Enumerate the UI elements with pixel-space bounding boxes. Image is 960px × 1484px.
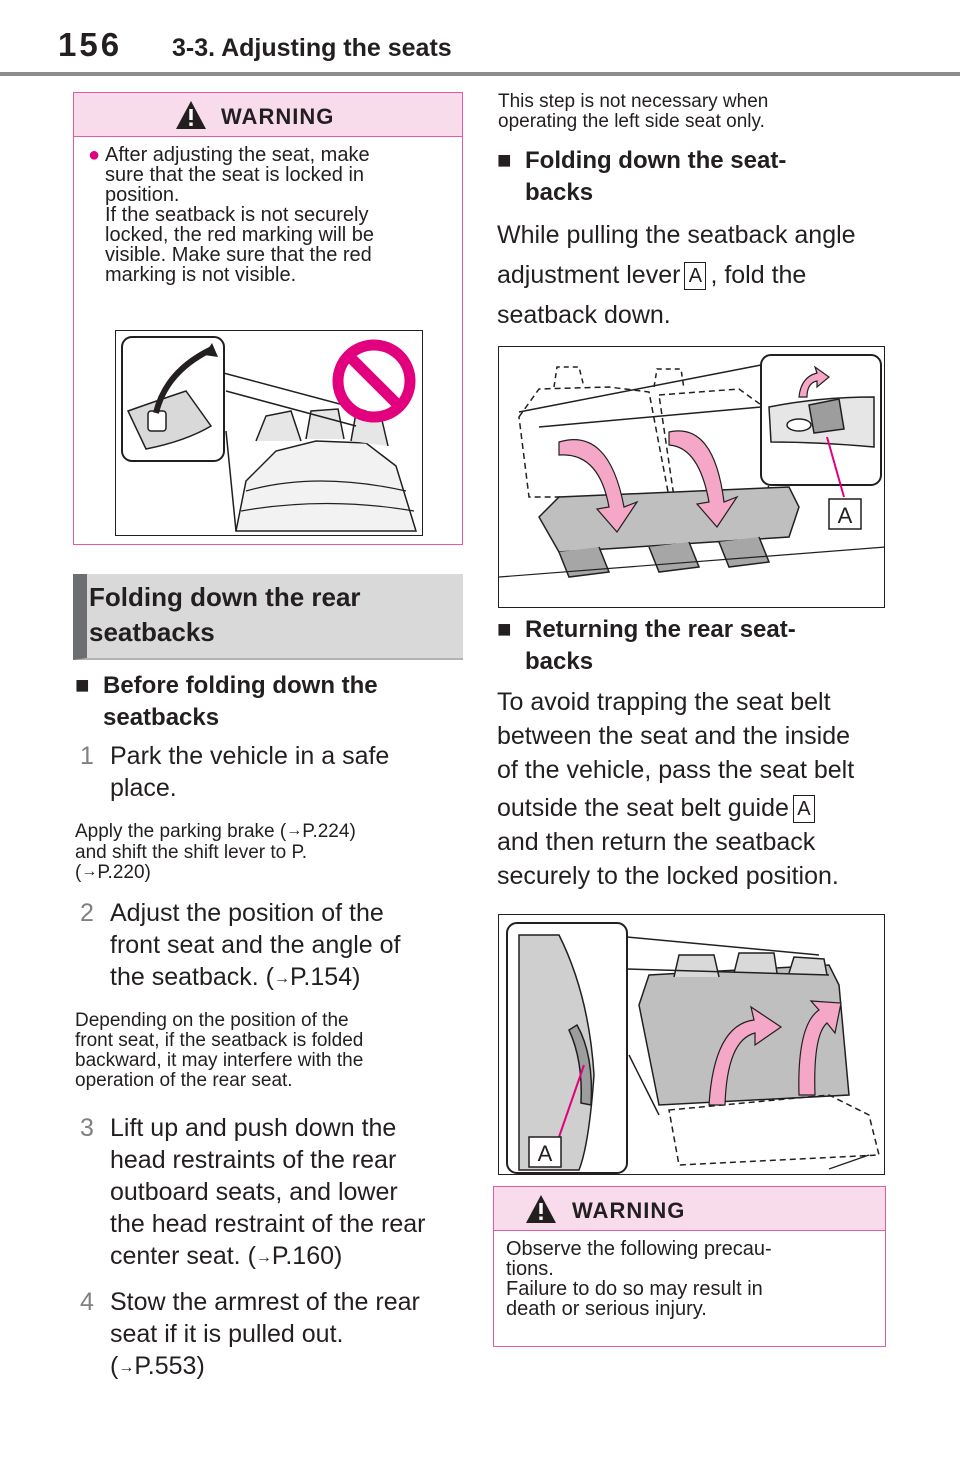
bullet-icon: ● (88, 144, 101, 166)
returning-seatback-drawing (499, 915, 885, 1175)
warning-body: ● After adjusting the seat, make sure that the seat is locked in position. If the seatback is not securely locked, the red marking will be visible. Make sure that the red marking is not visible. (88, 144, 375, 286)
warning-label: WARNING (572, 1198, 686, 1223)
note-left-seat: This step is not necessary when operating the left side seat only. (498, 91, 769, 132)
square-bullet-icon: ■ (75, 672, 90, 699)
note-front-seat: Depending on the position of the front seat, if the seatback is folded backward, it may interfere with the operation of the rear seat. (75, 1010, 364, 1091)
square-bullet-icon: ■ (497, 147, 512, 174)
header-rule (0, 72, 960, 76)
step-1: 1 Park the vehicle in a safe place. (80, 742, 390, 802)
warning-triangle-icon (174, 99, 208, 131)
callout-a-label: A (837, 503, 853, 528)
warning-body: Observe the following precau- tions. Failure to do so may result in death or serious injury. (506, 1238, 772, 1320)
step-2: 2 Adjust the position of the front seat and the angle of the seatback. (→P.154) (80, 899, 401, 991)
callout-a-label: A (793, 795, 815, 823)
warning-triangle-icon (524, 1193, 558, 1225)
page-reference-link[interactable]: P.553) (134, 1352, 205, 1380)
page-reference-link[interactable]: P.154) (289, 963, 361, 991)
reference-arrow-icon: → (255, 1249, 272, 1266)
warning-box-precautions (493, 1186, 886, 1347)
seat-lock-drawing (116, 331, 423, 536)
folding-instructions: While pulling the seatback angle adjustment lever A , fold the seatback down. (497, 221, 856, 329)
step-3: 3 Lift up and push down the head restraints of the rear outboard seats, and lower the head restraint of the rear center seat. (→P.160) (80, 1114, 426, 1270)
page-number: 156 (58, 26, 123, 63)
seat-lock-illustration (115, 330, 423, 536)
reference-arrow-icon: → (273, 970, 290, 987)
reference-arrow-icon: → (81, 863, 98, 880)
callout-a-label: A (537, 1141, 553, 1166)
callout-a-label: A (684, 262, 706, 290)
warning-header (74, 93, 462, 137)
section-title: 3-3. Adjusting the seats (172, 34, 452, 62)
step-4: 4 Stow the armrest of the rear seat if it is pulled out. (→P.553) (80, 1288, 420, 1380)
warning-label: WARNING (221, 104, 335, 129)
subheading-before-folding: ■ Before folding down the seatbacks (75, 672, 378, 731)
folding-seatback-illustration (498, 346, 885, 608)
subheading-folding-seatbacks: ■ Folding down the seat- backs (497, 147, 787, 206)
reference-arrow-icon: → (286, 822, 303, 839)
square-bullet-icon: ■ (497, 616, 512, 643)
reference-arrow-icon: → (118, 1359, 135, 1376)
warning-header (494, 1187, 885, 1231)
returning-instructions: To avoid trapping the seat belt between the seat and the inside of the vehicle, pass the seat belt outside the seat belt guide A and then return the seatback securely to the locked position. (497, 688, 855, 890)
subheading-returning-seatbacks: ■ Returning the rear seat- backs (497, 616, 796, 675)
note-parking-brake: Apply the parking brake (→P.224) and shift the shift lever to P. (→P.220) (75, 821, 356, 883)
page-reference-link[interactable]: P.160) (271, 1242, 343, 1270)
page-header (0, 0, 960, 80)
folding-seatback-drawing (499, 347, 885, 608)
returning-seatback-illustration (498, 914, 885, 1175)
section-heading-folding: Folding down the rear seatbacks (73, 574, 463, 660)
